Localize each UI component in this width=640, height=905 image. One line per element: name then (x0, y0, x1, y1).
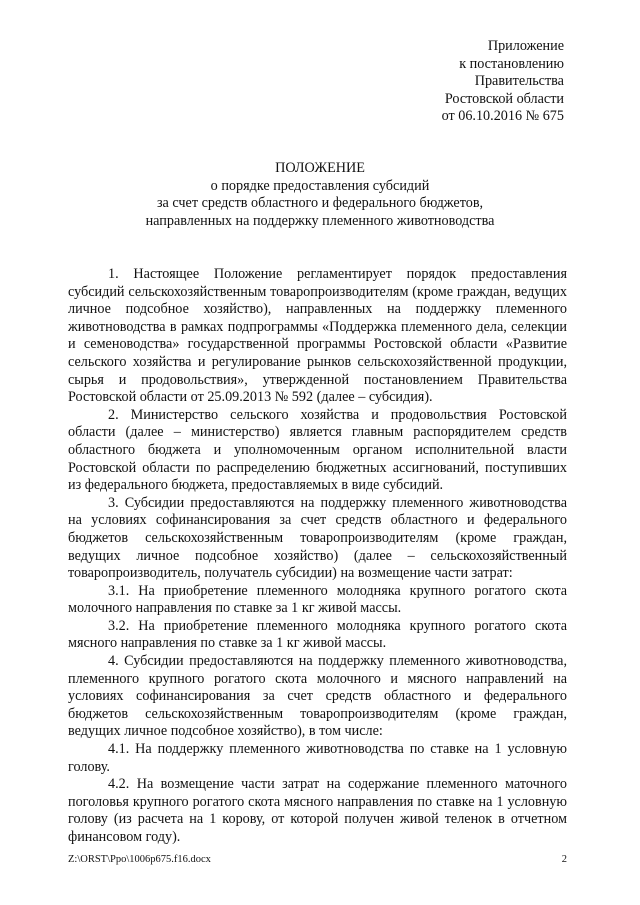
paragraph-3-1: 3.1. На приобретение племенного молодняка крупного рогатого скота молочного направления по ставке за 1 кг живой массы. (68, 582, 567, 617)
document-title (70, 160, 570, 230)
page-number: 2 (561, 854, 567, 865)
paragraph-1: 1. Настоящее Положение регламентирует порядок предоставления субсидий сельскохозяйственным товаропроизводителям (кроме граждан, ведущих личное подсобное хозяйство), направленных на поддержку племенного животноводства в рамках подпрограммы «Поддержка племенного дела, селекции и семеноводства» государственной программы Ростовской области «Развитие сельского хозяйства и регулирование рынков сельскохозяйственной продукции, сырья и продовольствия», утвержденной постановлением Правительства Ростовской области от 25.09.2013 № 592 (далее – субсидия). (68, 266, 567, 406)
paragraph-2: 2. Министерство сельского хозяйства и продовольствия Ростовской области (далее – министерство) является главным распорядителем средств областного бюджета и уполномоченным органом исполнительной власти Ростовской области по распределению бюджетных ассигнований, поступивших из федерального бюджета, предоставляемых в виде субсидий. (68, 406, 567, 494)
page-footer (68, 854, 567, 866)
title-heading: ПОЛОЖЕНИЕ (275, 160, 365, 176)
paragraph-4-1: 4.1. На поддержку племенного животноводства по ставке на 1 условную голову. (68, 741, 567, 775)
paragraph-4: 4. Субсидии предоставляются на поддержку племенного животноводства, племенного крупного рогатого скота молочного и мясного направлений на условиях софинансирования за счет средств областного и федерального бюджетов сельскохозяйственным товаропроизводителям (кроме граждан, ведущих личное подсобное хозяйство), в том числе: (68, 653, 567, 740)
paragraph-3: 3. Субсидии предоставляются на поддержку племенного животноводства на условиях софинансирования за счет средств областного и федерального бюджетов сельскохозяйственным товаропроизводителям (кроме граждан, ведущих личное подсобное хозяйство) (далее – сельскохозяйственный товаропроизводитель, получатель субсидии) на возмещение части затрат: (68, 494, 567, 582)
paragraph-3-2: 3.2. На приобретение племенного молодняка крупного рогатого скота мясного направления по ставке за 1 кг живой массы. (68, 617, 567, 652)
appendix-header (344, 38, 564, 126)
title-line: за счет средств областного и федерального бюджетов, (156, 195, 484, 212)
title-line: о порядке предоставления субсидий (210, 177, 430, 194)
file-path: Z:\ORST\Ppo\1006p675.f16.docx (68, 854, 211, 865)
appendix-line: к постановлению (459, 55, 564, 72)
document-body (68, 266, 567, 847)
appendix-line: Приложение (487, 38, 564, 54)
appendix-line: от 06.10.2016 № 675 (441, 108, 564, 125)
title-line: направленных на поддержку племенного животноводства (145, 212, 495, 229)
appendix-line: Ростовской области (444, 90, 564, 107)
appendix-line: Правительства (474, 73, 564, 90)
paragraph-4-2: 4.2. На возмещение части затрат на содержание племенного маточного поголовья крупного рогатого скота мясного направления по ставке на 1 условную голову (из расчета на 1 корову, от которой получен живой теленок в отчетном финансовом году). (68, 776, 567, 845)
